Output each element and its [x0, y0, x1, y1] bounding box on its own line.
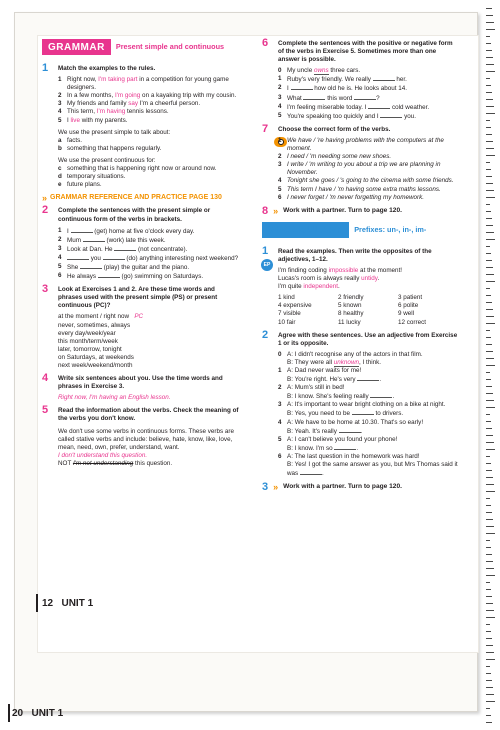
sentence-list: [58, 227, 240, 282]
page-edge-mark: [486, 484, 494, 485]
page-edge-mark: [486, 512, 492, 513]
page-edge-mark: [486, 155, 495, 156]
example-sentence: I'm finding coding impossible at the moment!: [278, 266, 403, 274]
page-edge-mark: [486, 281, 495, 282]
page-number-divider: [8, 704, 10, 722]
blank[interactable]: [357, 375, 379, 381]
page-edge-mark: [486, 29, 495, 30]
footer-page-number: 12: [42, 598, 54, 609]
page-edge-mark: [486, 603, 493, 604]
page-edge-mark: [486, 274, 494, 275]
dialogue-item: 6 A: The last question in the homework was hard! B: Yes! I got the same answer as you, but Mrs Thomas said it was .: [278, 452, 458, 478]
rule-item: b something that happens regularly.: [58, 144, 162, 152]
exercise-question: Match the examples to the rules.: [58, 65, 156, 72]
partner-instruction: Work with a partner. Turn to page 120.: [283, 206, 402, 214]
exercise-question: Complete the sentences with the positive or negative form of the verbs in Exercise 5. Sometimes more than one answer is possible.: [278, 40, 453, 64]
blank[interactable]: [300, 469, 322, 475]
adjective: 5 known: [338, 302, 362, 310]
vocab-exercise-2: [262, 328, 458, 479]
blank[interactable]: [373, 75, 395, 81]
page-edge-mark: [486, 421, 491, 422]
grammar-tag: GRAMMAR: [42, 39, 111, 55]
exercise-question: Write six sentences about you. Use the time words and phrases in Exercise 3.: [58, 375, 223, 391]
time-phrase: never, sometimes, always: [58, 321, 131, 329]
page-edge-mark: [486, 8, 492, 9]
page-edge-mark: [486, 379, 491, 380]
list-item: 0 My uncle owns three cars.: [278, 67, 361, 75]
blank[interactable]: [334, 444, 356, 450]
list-item: 4 you (do) anything interesting next weekend?: [58, 253, 239, 262]
page-edge-mark: [486, 477, 493, 478]
dialogue-item: 2 A: Mum's still in bed! B: I know. She's feeling really .: [278, 384, 395, 401]
page-edge-mark: [486, 316, 494, 317]
page-edge-mark: [486, 218, 492, 219]
list-item: 4 This term, I'm having tennis lessons.: [58, 108, 169, 116]
exercise-number: 5: [42, 404, 49, 417]
footer-unit: UNIT 1: [61, 598, 94, 609]
grammar-title: Present simple and continuous: [115, 41, 225, 51]
page-edge-mark: [486, 715, 491, 716]
adjective: 12 correct: [398, 318, 426, 326]
adjective: 6 polite: [398, 302, 419, 310]
page-edge-mark: [486, 491, 495, 492]
page-edge-mark: [486, 547, 491, 548]
page-edge-mark: [486, 246, 490, 247]
dialogue-list: [278, 351, 458, 478]
list-item: 2 I how old he is. He looks about 14.: [278, 84, 408, 93]
time-phrase: later, tomorrow, tonight: [58, 345, 122, 353]
page-edge-mark: [486, 288, 490, 289]
vocabulary-title: Prefixes: un-, in-, im-: [354, 224, 427, 234]
page-edge-mark: [486, 666, 490, 667]
page-edge-mark: [486, 624, 490, 625]
exercise-number: 2: [262, 328, 269, 341]
partner-instruction: Work with a partner. Turn to page 120.: [283, 483, 402, 491]
exercise-7: [262, 122, 458, 202]
page-edge-mark: [486, 435, 493, 436]
example-answer: Right now, I'm having an English lesson.: [58, 394, 171, 402]
list-item: 4 I'm feeling miserable today. I cold weather.: [278, 102, 430, 111]
vocabulary-banner: [262, 221, 458, 239]
page-edge-mark: [486, 505, 491, 506]
dialogue-item: 0 A: I didn't recognise any of the actors in that film. B: They were all unknown, I think.: [278, 350, 423, 366]
page-edge-mark: [486, 470, 492, 471]
page-edge-mark: [486, 519, 493, 520]
page-edge-mark: [486, 645, 493, 646]
exercise-number: 2: [42, 204, 49, 217]
page-edge-mark: [486, 22, 494, 23]
page-edge-mark: [486, 267, 493, 268]
page-edge-mark: [486, 540, 490, 541]
page-edge-mark: [486, 659, 495, 660]
page-edge-mark: [486, 260, 492, 261]
page-edge-mark: [486, 36, 490, 37]
page-edge-mark: [486, 386, 492, 387]
list-item: 6 I never forget / 'm never forgetting my homework.: [278, 193, 424, 201]
dialogue-item: 4 A: We have to be home at 10.30. That's so early! B: Yeah. It's really .: [278, 418, 424, 435]
vocab-exercise-3[interactable]: [262, 481, 458, 494]
page-edge-mark: [486, 78, 490, 79]
blank[interactable]: [291, 84, 313, 90]
grammar-reference-label: GRAMMAR REFERENCE AND PRACTICE PAGE 130: [50, 194, 222, 202]
page-edge-mark: [486, 309, 493, 310]
outer-page-number: [12, 708, 63, 719]
page-edge-mark: [486, 638, 492, 639]
page-edge-mark: [486, 197, 495, 198]
adjective: 3 patient: [398, 294, 423, 302]
page-edge-mark: [486, 99, 493, 100]
page-edge-mark: [486, 596, 492, 597]
page-edge: [480, 0, 500, 730]
example-sentence: I'm quite independent.: [278, 283, 340, 291]
double-chevron-icon: »: [42, 193, 48, 204]
rules-list: [58, 165, 240, 189]
adjective: 10 fair: [278, 318, 296, 326]
exercise-question: Read the information about the verbs. Check the meaning of the verbs you don't know.: [58, 407, 239, 423]
blank[interactable]: [98, 272, 120, 278]
list-item: 1 We have / 're having problems with the computers at the moment.: [278, 136, 444, 153]
page-edge-mark: [486, 407, 495, 408]
page-edge-mark: [486, 568, 494, 569]
page-edge-mark: [486, 176, 492, 177]
exercise-number: 1: [42, 62, 49, 74]
page-edge-mark: [486, 575, 495, 576]
blank[interactable]: [339, 427, 361, 433]
page-edge-mark: [486, 85, 491, 86]
page-footer: [42, 598, 93, 609]
exercise-number: 1: [262, 244, 269, 257]
page-edge-mark: [486, 50, 492, 51]
example-answer: PC: [134, 313, 144, 321]
page-edge-mark: [486, 15, 493, 16]
adjective: 7 visible: [278, 310, 301, 318]
page-edge-mark: [486, 141, 493, 142]
time-phrase: next week/weekend/month: [58, 362, 133, 369]
exercise-6: [262, 37, 458, 121]
exercise-number: 8: [262, 204, 269, 217]
page-edge-mark: [486, 225, 493, 226]
page-edge-mark: [486, 680, 492, 681]
rule-item: a facts.: [58, 136, 83, 144]
exercise-4: [42, 372, 240, 402]
page-number: 20: [12, 708, 24, 719]
example-sentence: Lucas's room is always really untidy.: [278, 275, 380, 283]
exercise-question: Look at Exercises 1 and 2. Are these time words and phrases used with the present simple (PS) or present continuous (PC)?: [58, 286, 218, 310]
blank[interactable]: [352, 409, 374, 415]
right-column: [262, 37, 458, 497]
exercise-5: [42, 404, 240, 468]
blank[interactable]: [380, 112, 402, 118]
grammar-reference-link[interactable]: [42, 194, 240, 202]
page-edge-mark: [486, 673, 491, 674]
exercise-3: [42, 283, 240, 370]
page-edge-mark: [486, 106, 494, 107]
left-column: [42, 38, 240, 473]
blank[interactable]: [368, 103, 390, 109]
blank[interactable]: [83, 236, 105, 242]
exercise-number: 4: [42, 372, 49, 385]
example-answer: owns: [313, 67, 329, 75]
rules-continuous-intro: We use the present continuous for:: [58, 156, 156, 164]
blank[interactable]: [370, 392, 392, 398]
page-edge-mark: [486, 43, 491, 44]
rule-item: c something that is happening right now or around now.: [58, 165, 217, 173]
page-edge-mark: [486, 701, 495, 702]
page-edge-mark: [486, 183, 493, 184]
page-edge-mark: [486, 400, 494, 401]
double-chevron-icon: »: [273, 205, 279, 216]
list-item: 5 I live with my parents.: [58, 116, 128, 124]
time-phrase: this month/term/week: [58, 337, 118, 345]
exercise-question: Read the examples. Then write the opposites of the adjectives, 1–12.: [278, 247, 432, 263]
list-item: 2 In a few months, I'm going on a kayaking trip with my cousin.: [58, 92, 237, 100]
page-edge-mark: [486, 687, 493, 688]
exercise-2: [42, 204, 240, 281]
rules-list: [58, 137, 240, 153]
list-item: 3 What this word ?: [278, 93, 380, 102]
page-edge-mark: [486, 533, 495, 534]
blank[interactable]: [303, 94, 325, 100]
adjective: 1 kind: [278, 294, 295, 302]
blank[interactable]: [71, 227, 93, 233]
example-answer: unknown: [333, 358, 359, 366]
example-list: [58, 76, 240, 125]
exercise-8[interactable]: [262, 204, 458, 217]
verb-list-wrap: [278, 137, 458, 202]
page-edge-mark: [486, 582, 490, 583]
page-edge-mark: [486, 113, 495, 114]
page-edge-mark: [486, 463, 491, 464]
page-edge-mark: [486, 652, 494, 653]
page-edge-mark: [486, 120, 490, 121]
sentence-list: [278, 137, 458, 202]
exercise-question: Agree with these sentences. Use an adjective from Exercise 1 or its opposite.: [278, 331, 458, 347]
page-edge-mark: [486, 456, 490, 457]
list-item: 3 Look at Dan. He (not concentrate).: [58, 244, 188, 253]
ep-badge-icon: EP: [261, 259, 273, 271]
page-edge-mark: [486, 449, 495, 450]
time-phrase: at the moment / right now PC: [58, 313, 144, 321]
list-item: 1 I (get) home at five o'clock every day.: [58, 226, 195, 235]
double-chevron-icon: »: [273, 482, 279, 493]
page-edge-mark: [486, 414, 490, 415]
adjective: 9 well: [398, 310, 415, 318]
page-edge-mark: [486, 330, 490, 331]
page-edge-mark: [486, 554, 492, 555]
page-edge-mark: [486, 253, 491, 254]
page-edge-mark: [486, 631, 491, 632]
dialogue-item: 1 A: Dad never waits for me! B: You're right. He's very .: [278, 367, 382, 384]
exercise-1: [42, 62, 240, 189]
page-edge-mark: [486, 239, 495, 240]
list-item: 3 I write / 'm writing to you about a trip we are planning in November.: [278, 161, 441, 177]
page-edge-mark: [486, 344, 492, 345]
dialogue-item: 3 A: It's important to wear bright clothing on a bike at night. B: Yes, you need to be to drivers.: [278, 401, 446, 418]
page-edge-mark: [486, 610, 494, 611]
page-edge-mark: [486, 365, 495, 366]
page-edge-mark: [486, 57, 493, 58]
exercise-number: 3: [262, 481, 269, 494]
list-item: 5 You're speaking too quickly and I you.: [278, 111, 417, 120]
page-edge-mark: [486, 148, 494, 149]
exercise-number: 6: [262, 37, 269, 49]
grammar-banner: [42, 38, 240, 56]
time-phrase: every day/week/year: [58, 329, 116, 337]
exercise-question: Complete the sentences with the present simple or continuous form of the verbs in brackets.: [58, 207, 211, 223]
blank[interactable]: [354, 94, 376, 100]
blank[interactable]: [103, 254, 125, 260]
footer-divider: [36, 594, 38, 612]
page-edge-mark: [486, 589, 491, 590]
sentence-list: [278, 67, 458, 121]
page-edge-mark: [486, 323, 495, 324]
page-unit: UNIT 1: [31, 708, 64, 719]
info-not-example: NOT I'm not understanding this question.: [58, 459, 173, 467]
blank[interactable]: [80, 263, 102, 269]
page-edge-mark: [486, 204, 490, 205]
page-edge-mark: [486, 722, 492, 723]
page-edge-mark: [486, 694, 494, 695]
list-item: 4 Tonight she goes / 's going to the cinema with some friends.: [278, 177, 454, 185]
info-text: We don't use some verbs in continuous forms. These verbs are called stative verbs and include: believe, hate, know, like, love, mean, need, own, prefer, understand, want.: [58, 427, 234, 451]
page-edge-mark: [486, 92, 492, 93]
exercise-number: 3: [42, 283, 49, 296]
list-item: 5 This term I have / 'm having some extra maths lessons.: [278, 185, 441, 193]
page-edge-mark: [486, 351, 493, 352]
exercise-question: Choose the correct form of the verbs.: [278, 125, 391, 133]
rule-item: e future plans.: [58, 181, 102, 189]
adjective: 11 lucky: [338, 318, 361, 326]
list-item: 3 My friends and family say I'm a cheerful person.: [58, 100, 201, 108]
list-item: 6 He always (go) swimming on Saturdays.: [58, 272, 204, 281]
dialogue-item: 5 A: I can't believe you found your phone! B: I know. I'm so .: [278, 435, 398, 452]
page-edge-mark: [486, 393, 493, 394]
rules-simple-intro: We use the present simple to talk about:: [58, 128, 171, 136]
page-edge-mark: [486, 526, 494, 527]
list-item: 2 Mum (work) late this week.: [58, 235, 166, 244]
page-edge-mark: [486, 134, 492, 135]
vocabulary-tag: VOCABULARY: [262, 222, 349, 238]
adjective: 8 healthy: [338, 310, 364, 318]
adjective-grid: [278, 294, 458, 326]
page-edge-mark: [486, 358, 494, 359]
list-item: 1 Right now, I'm taking part in a competition for young game designers.: [58, 76, 229, 92]
page-edge-mark: [486, 708, 490, 709]
page-edge-mark: [486, 442, 494, 443]
page-edge-mark: [486, 295, 491, 296]
time-phrase: on Saturdays, at weekends: [58, 353, 134, 361]
info-example: I don't understand this question.: [58, 451, 148, 459]
page-edge-mark: [486, 211, 491, 212]
page-edge-mark: [486, 64, 494, 65]
page-edge-mark: [486, 561, 493, 562]
page-edge-mark: [486, 428, 492, 429]
page-edge-mark: [486, 337, 491, 338]
page-edge-mark: [486, 302, 492, 303]
page-edge-mark: [486, 232, 494, 233]
exercise-number: 7: [262, 122, 269, 135]
page-edge-mark: [486, 162, 490, 163]
adjective: 4 expensive: [278, 302, 312, 310]
page-edge-mark: [486, 127, 491, 128]
rule-item: d temporary situations.: [58, 173, 126, 181]
page-edge-mark: [486, 372, 490, 373]
list-item: 2 I need / 'm needing some new shoes.: [278, 153, 392, 161]
adjective: 2 friendly: [338, 294, 364, 302]
blank[interactable]: [114, 245, 136, 251]
blank[interactable]: [67, 254, 89, 260]
vocab-exercise-1: [262, 244, 458, 327]
page-edge-mark: [486, 190, 494, 191]
page-edge-mark: [486, 498, 490, 499]
page-edge-mark: [486, 617, 495, 618]
list-item: 1 Ruby's very friendly. We really her.: [278, 75, 407, 84]
page-edge-mark: [486, 71, 495, 72]
list-item: 5 She (play) the guitar and the piano.: [58, 262, 190, 271]
page-edge-mark: [486, 169, 491, 170]
